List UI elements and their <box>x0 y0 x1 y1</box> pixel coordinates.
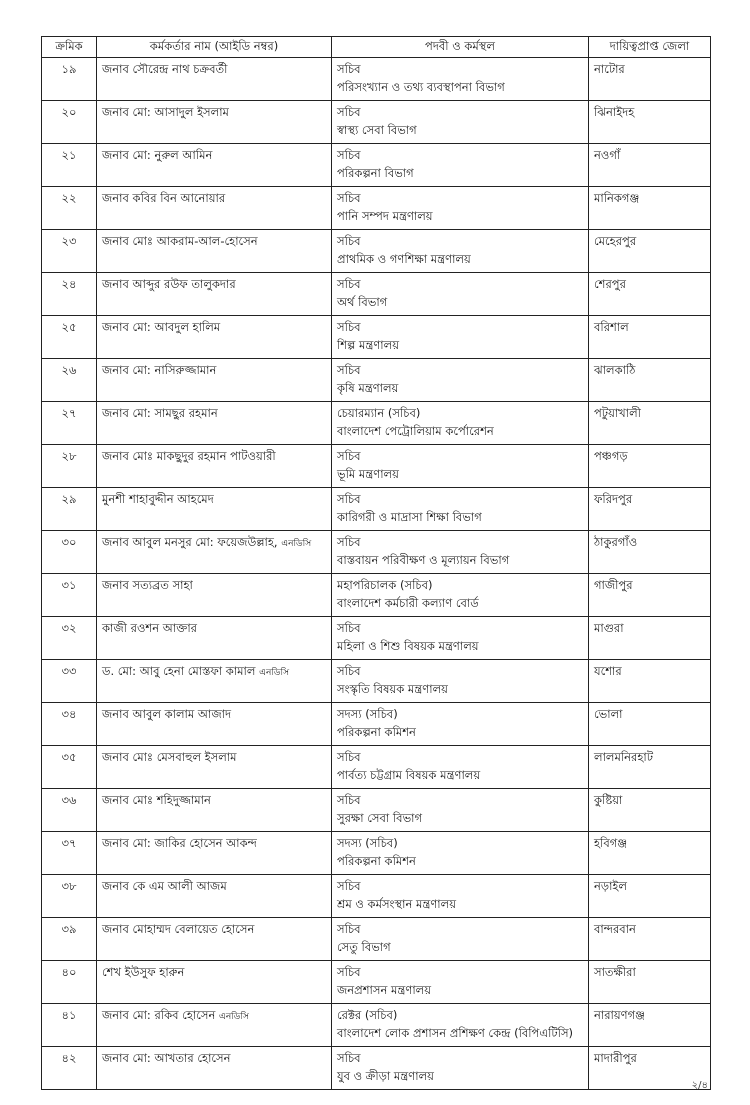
workplace: সংস্কৃতি বিষয়ক মন্ত্রণালয় <box>337 682 448 696</box>
table-row <box>42 1004 711 1047</box>
district-cell: ভোলা <box>589 703 711 746</box>
name-cell <box>97 488 332 531</box>
serial-cell: ২৩ <box>42 230 97 273</box>
designation: সচিব <box>337 191 361 205</box>
designation: সচিব <box>337 363 361 377</box>
table-row <box>42 402 711 445</box>
workplace: পানি সম্পদ মন্ত্রণালয় <box>337 209 433 223</box>
officer-name: জনাব সৌরেন্দ্র নাথ চক্রবর্তী <box>102 62 228 76</box>
serial-cell: ৩৬ <box>42 789 97 832</box>
position-cell <box>332 101 589 144</box>
serial-cell: ৩৭ <box>42 832 97 875</box>
district-cell: নারায়ণগঞ্জ <box>589 1004 711 1047</box>
officer-suffix: এনডিসি <box>281 539 312 549</box>
position-cell <box>332 918 589 961</box>
name-cell <box>97 230 332 273</box>
district-cell: গাজীপুর <box>589 574 711 617</box>
name-cell <box>97 703 332 746</box>
position-cell <box>332 187 589 230</box>
workplace: প্রাথমিক ও গণশিক্ষা মন্ত্রণালয় <box>337 252 471 266</box>
designation: সচিব <box>337 492 361 506</box>
designation: চেয়ারম্যান (সচিব) <box>337 406 421 420</box>
officer-name: জনাব কবির বিন আনোয়ার <box>102 191 226 205</box>
table-row <box>42 101 711 144</box>
page-number: ২/৪ <box>691 1080 708 1091</box>
serial-cell: ২৮ <box>42 445 97 488</box>
district-cell: কুষ্টিয়া <box>589 789 711 832</box>
name-cell <box>97 832 332 875</box>
serial-cell: ৩৮ <box>42 875 97 918</box>
serial-cell: ২৯ <box>42 488 97 531</box>
table-row <box>42 531 711 574</box>
workplace: শিল্প মন্ত্রণালয় <box>337 338 399 352</box>
officer-table-container <box>41 36 710 1090</box>
workplace: জনপ্রশাসন মন্ত্রণালয় <box>337 983 431 997</box>
serial-cell: ৪১ <box>42 1004 97 1047</box>
designation: সচিব <box>337 621 361 635</box>
serial-cell: ৩২ <box>42 617 97 660</box>
officer-name: জনাব মো: জাকির হোসেন আকন্দ <box>102 836 257 850</box>
position-cell <box>332 359 589 402</box>
position-cell <box>332 574 589 617</box>
designation: সচিব <box>337 535 361 549</box>
designation: সদস্য (সচিব) <box>337 836 398 850</box>
serial-cell: ৩৯ <box>42 918 97 961</box>
name-cell <box>97 445 332 488</box>
designation: সচিব <box>337 148 361 162</box>
officer-name: জনাব মোঃ মেসবাহুল ইসলাম <box>102 750 237 764</box>
officer-name: জনাব মোঃ আকরাম-আল-হোসেন <box>102 234 258 248</box>
table-row <box>42 703 711 746</box>
header-district: দায়িত্বপ্রাপ্ত জেলা <box>589 37 711 58</box>
district-cell: ফরিদপুর <box>589 488 711 531</box>
position-cell <box>332 875 589 918</box>
district-cell: মাগুরা <box>589 617 711 660</box>
position-cell <box>332 316 589 359</box>
workplace: অর্থ বিভাগ <box>337 295 388 309</box>
district-cell: ঝিনাইদহ <box>589 101 711 144</box>
workplace: সেতু বিভাগ <box>337 940 391 954</box>
district-cell: মাদারীপুর <box>589 1047 711 1090</box>
designation: সচিব <box>337 879 361 893</box>
position-cell <box>332 617 589 660</box>
position-cell <box>332 961 589 1004</box>
table-row <box>42 574 711 617</box>
officer-assignment-table <box>41 36 711 1090</box>
designation: সদস্য (সচিব) <box>337 707 398 721</box>
name-cell <box>97 660 332 703</box>
district-cell: নড়াইল <box>589 875 711 918</box>
table-row <box>42 144 711 187</box>
table-row <box>42 359 711 402</box>
officer-name: শেখ ইউসুফ হারুন <box>102 965 185 979</box>
name-cell <box>97 961 332 1004</box>
officer-name: কাজী রওশন আক্তার <box>102 621 197 635</box>
position-cell <box>332 58 589 101</box>
designation: সচিব <box>337 234 361 248</box>
position-cell <box>332 531 589 574</box>
serial-cell: ২৪ <box>42 273 97 316</box>
name-cell <box>97 617 332 660</box>
designation: সচিব <box>337 750 361 764</box>
table-body <box>42 58 711 1090</box>
position-cell <box>332 1004 589 1047</box>
officer-suffix: এনডিসি <box>259 668 290 678</box>
workplace: শ্রম ও কর্মসংস্থান মন্ত্রণালয় <box>337 897 456 911</box>
district-cell: বান্দরবান <box>589 918 711 961</box>
designation: সচিব <box>337 277 361 291</box>
table-row <box>42 832 711 875</box>
table-row <box>42 918 711 961</box>
officer-name: ড. মো: আবু হেনা মোস্তফা কামাল <box>102 664 256 678</box>
workplace: সুরক্ষা সেবা বিভাগ <box>337 811 423 825</box>
position-cell <box>332 703 589 746</box>
name-cell <box>97 58 332 101</box>
district-cell: হবিগঞ্জ <box>589 832 711 875</box>
district-cell: যশোর <box>589 660 711 703</box>
officer-name: জনাব আবুল মনসুর মো: ফয়েজউল্লাহ, <box>102 535 278 549</box>
table-row <box>42 230 711 273</box>
workplace: পরিকল্পনা কমিশন <box>337 854 416 868</box>
designation: সচিব <box>337 62 361 76</box>
district-cell: সাতক্ষীরা <box>589 961 711 1004</box>
table-row <box>42 789 711 832</box>
designation: সচিব <box>337 320 361 334</box>
designation: রেক্টর (সচিব) <box>337 1008 398 1022</box>
position-cell <box>332 789 589 832</box>
serial-cell: ২৭ <box>42 402 97 445</box>
district-cell: নাটোর <box>589 58 711 101</box>
officer-name: জনাব মোঃ মাকছুদুর রহমান পাটওয়ারী <box>102 449 276 463</box>
table-row <box>42 488 711 531</box>
workplace: মহিলা ও শিশু বিষয়ক মন্ত্রণালয় <box>337 639 479 653</box>
officer-name: জনাব মো: আসাদুল ইসলাম <box>102 105 229 119</box>
designation: সচিব <box>337 105 361 119</box>
name-cell <box>97 875 332 918</box>
designation: সচিব <box>337 922 361 936</box>
serial-cell: ৩০ <box>42 531 97 574</box>
name-cell <box>97 273 332 316</box>
name-cell <box>97 359 332 402</box>
serial-cell: ২৫ <box>42 316 97 359</box>
designation: সচিব <box>337 664 361 678</box>
position-cell <box>332 488 589 531</box>
table-row <box>42 445 711 488</box>
position-cell <box>332 445 589 488</box>
name-cell <box>97 187 332 230</box>
designation: মহাপরিচালক (সচিব) <box>337 578 433 592</box>
serial-cell: ৪২ <box>42 1047 97 1090</box>
header-name: কর্মকর্তার নাম (আইডি নম্বর) <box>97 37 332 58</box>
designation: সচিব <box>337 793 361 807</box>
name-cell <box>97 101 332 144</box>
workplace: কারিগরী ও মাদ্রাসা শিক্ষা বিভাগ <box>337 510 482 524</box>
district-cell: ঠাকুরগাঁও <box>589 531 711 574</box>
table-row <box>42 746 711 789</box>
district-cell: পটুয়াখালী <box>589 402 711 445</box>
workplace: পরিকল্পনা কমিশন <box>337 725 416 739</box>
workplace: পরিকল্পনা বিভাগ <box>337 166 414 180</box>
table-row <box>42 875 711 918</box>
name-cell <box>97 402 332 445</box>
officer-name: মুনশী শাহাবুদ্দীন আহমেদ <box>102 492 214 506</box>
workplace: বাংলাদেশ কর্মচারী কল্যাণ বোর্ড <box>337 596 479 610</box>
position-cell <box>332 230 589 273</box>
serial-cell: ১৯ <box>42 58 97 101</box>
district-cell: শেরপুর <box>589 273 711 316</box>
serial-cell: ২২ <box>42 187 97 230</box>
serial-cell: ৪০ <box>42 961 97 1004</box>
position-cell <box>332 144 589 187</box>
workplace: পরিসংখ্যান ও তথ্য ব্যবস্থাপনা বিভাগ <box>337 80 505 94</box>
table-row <box>42 961 711 1004</box>
table-row <box>42 617 711 660</box>
workplace: বাংলাদেশ লোক প্রশাসন প্রশিক্ষণ কেন্দ্র (বিপিএটিসি) <box>337 1026 574 1040</box>
serial-cell: ২৬ <box>42 359 97 402</box>
serial-cell: ৩১ <box>42 574 97 617</box>
officer-name: জনাব মো: আখতার হোসেন <box>102 1051 231 1065</box>
district-cell: বরিশাল <box>589 316 711 359</box>
table-row <box>42 316 711 359</box>
officer-name: জনাব আব্দুর রউফ তালুকদার <box>102 277 236 291</box>
workplace: বাস্তবায়ন পরিবীক্ষণ ও মূল্যায়ন বিভাগ <box>337 553 510 567</box>
workplace: যুব ও ক্রীড়া মন্ত্রণালয় <box>337 1069 434 1083</box>
serial-cell: ২০ <box>42 101 97 144</box>
officer-name: জনাব সত্যব্রত সাহা <box>102 578 193 592</box>
position-cell <box>332 273 589 316</box>
officer-name: জনাব মো: সামছুর রহমান <box>102 406 218 420</box>
position-cell <box>332 402 589 445</box>
table-row <box>42 58 711 101</box>
district-cell: নওগাঁ <box>589 144 711 187</box>
name-cell <box>97 144 332 187</box>
table-row <box>42 660 711 703</box>
header-serial: ক্রমিক <box>42 37 97 58</box>
position-cell <box>332 660 589 703</box>
table-row <box>42 187 711 230</box>
officer-name: জনাব মোহাম্মদ বেলায়েত হোসেন <box>102 922 255 936</box>
district-cell: লালমনিরহাট <box>589 746 711 789</box>
designation: সচিব <box>337 965 361 979</box>
position-cell <box>332 746 589 789</box>
workplace: ভূমি মন্ত্রণালয় <box>337 467 399 481</box>
officer-name: জনাব মো: নাসিরুজ্জামান <box>102 363 217 377</box>
position-cell <box>332 1047 589 1090</box>
district-cell: মানিকগঞ্জ <box>589 187 711 230</box>
officer-name: জনাব মো: নুরুল আমিন <box>102 148 213 162</box>
name-cell <box>97 746 332 789</box>
table-row <box>42 273 711 316</box>
name-cell <box>97 1004 332 1047</box>
name-cell <box>97 531 332 574</box>
officer-name: জনাব মো: রকিব হোসেন <box>102 1008 216 1022</box>
designation: সচিব <box>337 1051 361 1065</box>
header-position: পদবী ও কর্মস্থল <box>332 37 589 58</box>
district-cell: পঞ্চগড় <box>589 445 711 488</box>
designation: সচিব <box>337 449 361 463</box>
workplace: স্বাস্থ্য সেবা বিভাগ <box>337 123 417 137</box>
officer-name: জনাব মোঃ শহিদুজ্জামান <box>102 793 211 807</box>
workplace: বাংলাদেশ পেট্রোলিয়াম কর্পোরেশন <box>337 424 494 438</box>
name-cell <box>97 918 332 961</box>
officer-name: জনাব আবুল কালাম আজাদ <box>102 707 231 721</box>
table-header-row <box>42 37 711 58</box>
name-cell <box>97 574 332 617</box>
serial-cell: ৩৫ <box>42 746 97 789</box>
name-cell <box>97 316 332 359</box>
serial-cell: ২১ <box>42 144 97 187</box>
serial-cell: ৩৩ <box>42 660 97 703</box>
table-row <box>42 1047 711 1090</box>
officer-name: জনাব কে এম আলী আজম <box>102 879 227 893</box>
officer-name: জনাব মো: আবদুল হালিম <box>102 320 221 334</box>
district-cell: মেহেরপুর <box>589 230 711 273</box>
serial-cell: ৩৪ <box>42 703 97 746</box>
name-cell <box>97 789 332 832</box>
name-cell <box>97 1047 332 1090</box>
officer-suffix: এনডিসি <box>218 1012 249 1022</box>
workplace: পার্বত্য চট্টগ্রাম বিষয়ক মন্ত্রণালয় <box>337 768 481 782</box>
workplace: কৃষি মন্ত্রণালয় <box>337 381 399 395</box>
district-cell: ঝালকাঠি <box>589 359 711 402</box>
position-cell <box>332 832 589 875</box>
